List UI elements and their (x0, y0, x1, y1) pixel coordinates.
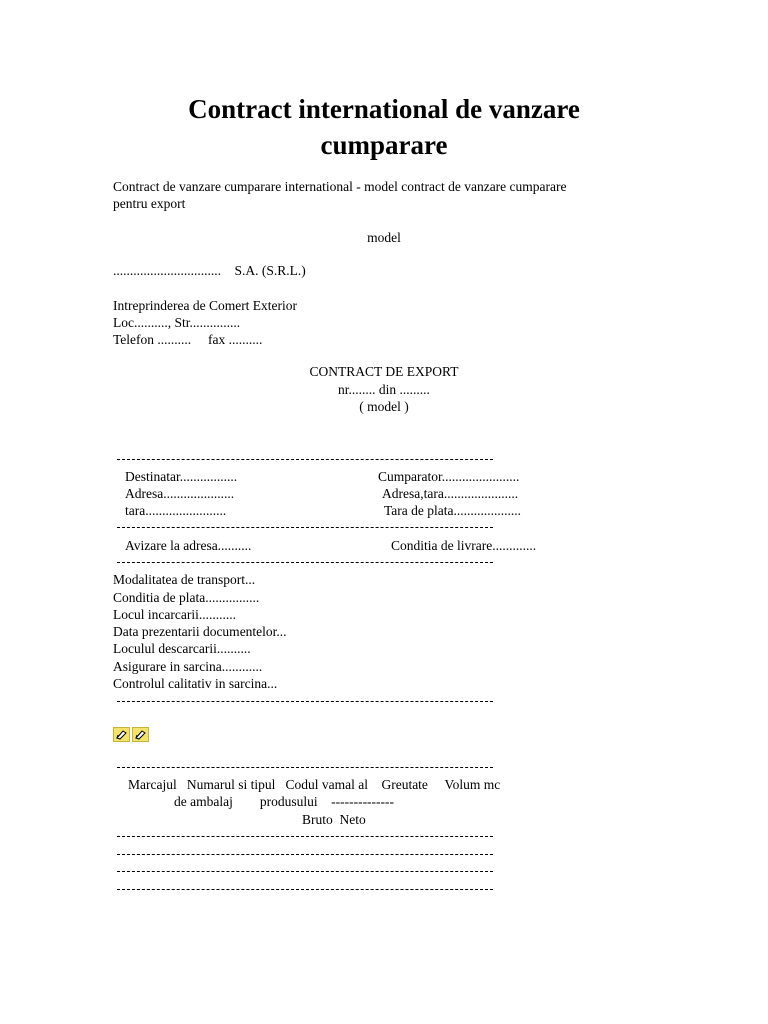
edit-icon[interactable] (113, 727, 130, 742)
tara-plata-field: Tara de plata.................... (384, 503, 522, 518)
detail-line: Controlul calitativ in sarcina... (113, 676, 278, 691)
cumparator-field: Cumparator....................... (378, 469, 520, 484)
detail-line: Loculul descarcarii.......... (113, 641, 251, 656)
table-header-row-2: de ambalaj produsului -------------- (174, 794, 395, 809)
divider (117, 871, 493, 872)
adresa-field: Adresa..................... (125, 486, 235, 501)
divider (117, 459, 493, 460)
detail-line: Data prezentarii documentelor... (113, 624, 287, 639)
detail-line: Modalitatea de transport... (113, 572, 256, 587)
table-header-row-3: Bruto Neto (302, 812, 366, 827)
intro-line-1: Contract de vanzare cumparare international - model contract de vanzare cumparare (113, 179, 567, 194)
divider (117, 836, 493, 837)
destinatar-field: Destinatar................. (125, 469, 238, 484)
document-title-line-2: cumparare (320, 130, 448, 160)
detail-line: Locul incarcarii........... (113, 607, 236, 622)
table-header-row-1: Marcajul Numarul si tipul Codul vamal al Greutate Volum mc (128, 777, 501, 792)
divider (117, 767, 493, 768)
tara-field: tara........................ (125, 503, 227, 518)
detail-line: Conditia de plata................ (113, 590, 260, 605)
company-line: ................................ S.A. (S.R.L.) (113, 263, 306, 278)
intro-line-2: pentru export (113, 196, 186, 211)
adresa-tara-field: Adresa,tara...................... (382, 486, 519, 501)
contract-heading: CONTRACT DE EXPORT (309, 364, 459, 379)
location-line: Loc.........., Str............... (113, 315, 241, 330)
divider (117, 854, 493, 855)
phone-fax-line: Telefon .......... fax .......... (113, 332, 263, 347)
edit-icon[interactable] (132, 727, 149, 742)
divider (117, 562, 493, 563)
conditia-livrare-field: Conditia de livrare............. (391, 538, 537, 553)
divider (117, 889, 493, 890)
contract-model: ( model ) (359, 399, 409, 414)
divider (117, 527, 493, 528)
avizare-field: Avizare la adresa.......... (125, 538, 252, 553)
model-label: model (367, 230, 401, 245)
detail-line: Asigurare in sarcina............ (113, 659, 263, 674)
embedded-object-icons (113, 727, 149, 742)
document-title-line-1: Contract international de vanzare (188, 94, 580, 124)
contract-number: nr........ din ......... (338, 382, 430, 397)
enterprise-line: Intreprinderea de Comert Exterior (113, 298, 298, 313)
divider (117, 701, 493, 702)
